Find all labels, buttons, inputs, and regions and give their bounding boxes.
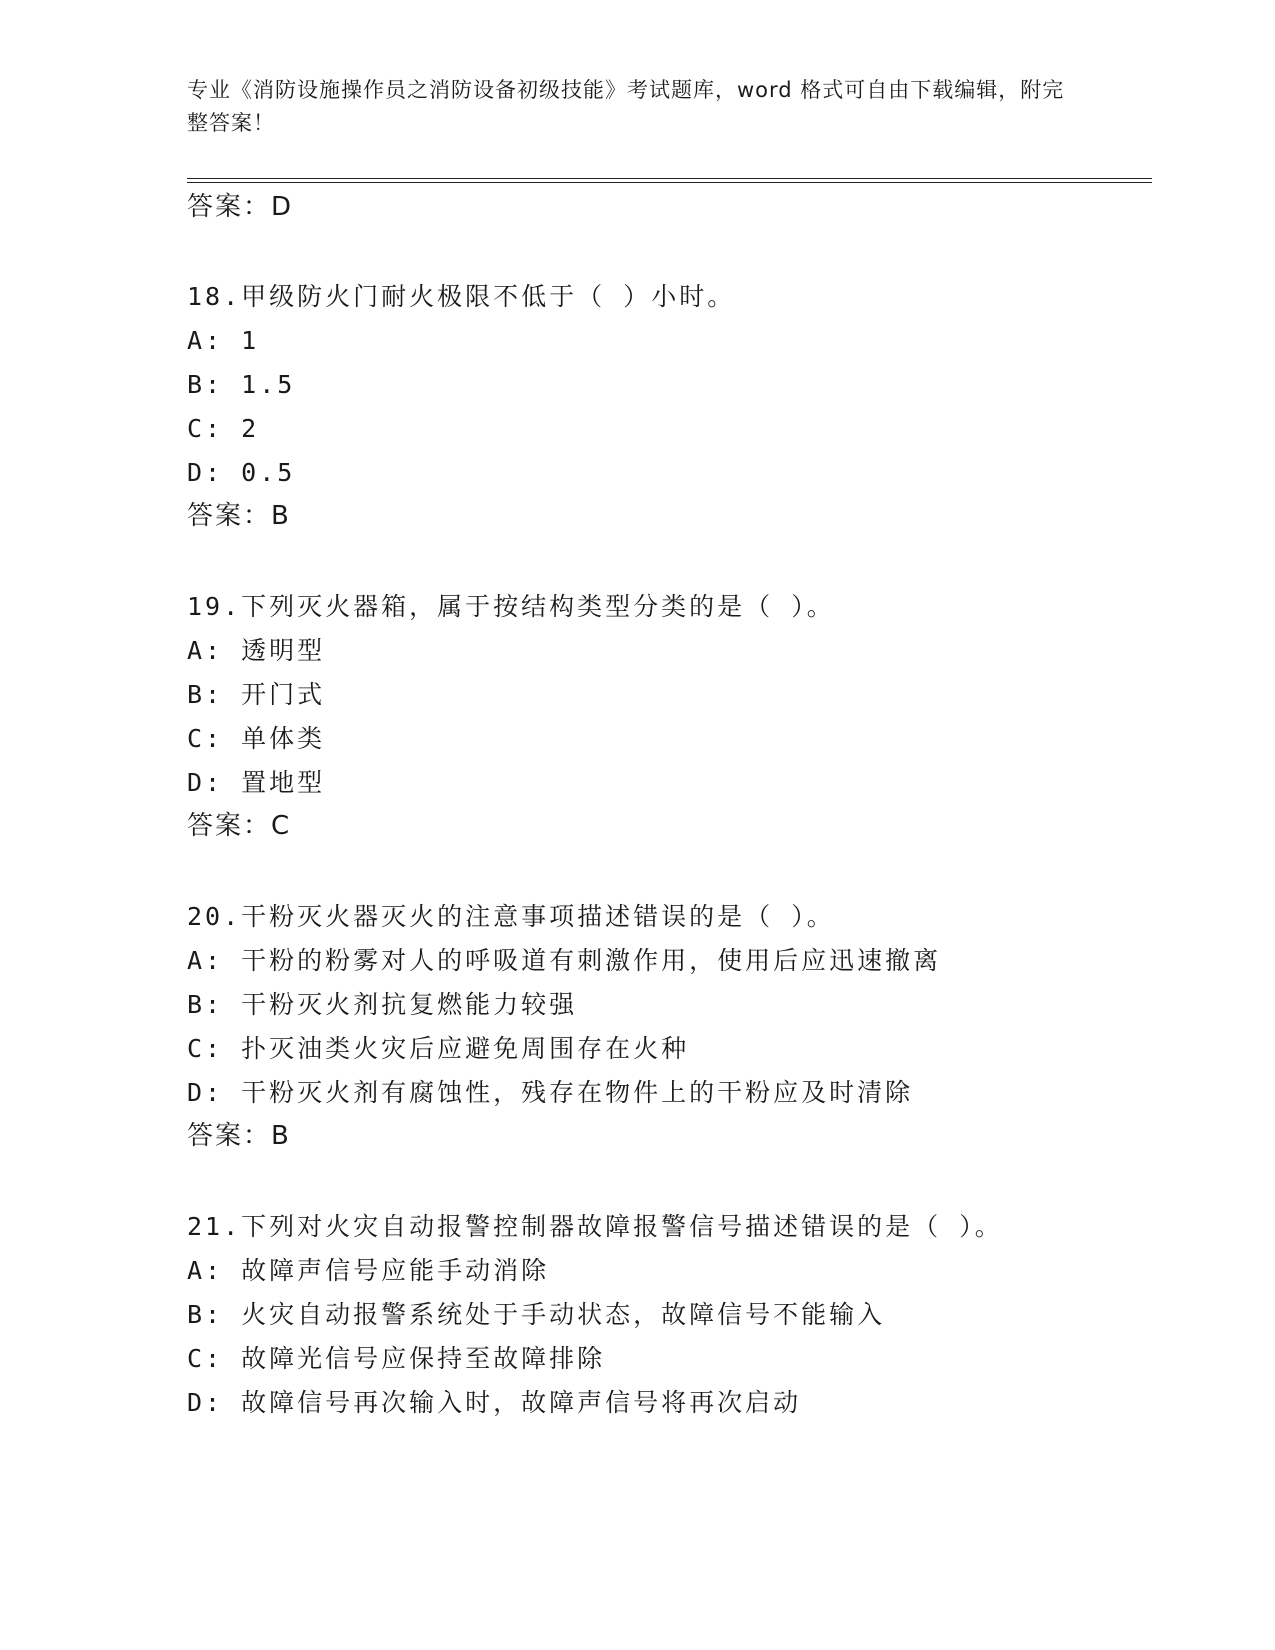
option-a: A: 1: [187, 326, 260, 355]
header-rule-top: [187, 178, 1152, 179]
option-d: D: 0.5: [187, 458, 296, 487]
option-a: A: 干粉的粉雾对人的呼吸道有刺激作用，使用后应迅速撤离: [187, 946, 942, 975]
question-stem-20: 20.干粉灭火器灭火的注意事项描述错误的是（ ）。: [187, 902, 835, 931]
header-rule-bottom: [187, 182, 1152, 183]
option-b: B: 干粉灭火剂抗复燃能力较强: [187, 990, 578, 1019]
answer-line: 答案：B: [187, 1121, 291, 1151]
answer-line: 答案：D: [187, 192, 294, 222]
option-c: C: 2: [187, 414, 260, 443]
option-c: C: 故障光信号应保持至故障排除: [187, 1344, 606, 1373]
question-stem-19: 19.下列灭火器箱，属于按结构类型分类的是（ ）。: [187, 592, 835, 621]
option-b: B: 1.5: [187, 370, 296, 399]
option-d: D: 干粉灭火剂有腐蚀性，残存在物件上的干粉应及时清除: [187, 1078, 914, 1107]
answer-line: 答案：B: [187, 501, 291, 531]
option-a: A: 透明型: [187, 636, 326, 665]
option-c: C: 单体类: [187, 724, 326, 753]
option-c: C: 扑灭油类火灾后应避免周围存在火种: [187, 1034, 690, 1063]
question-stem-18: 18.甲级防火门耐火极限不低于（ ）小时。: [187, 282, 736, 311]
answer-line: 答案：C: [187, 811, 292, 841]
option-b: B: 火灾自动报警系统处于手动状态，故障信号不能输入: [187, 1300, 886, 1329]
document-header: 专业《消防设施操作员之消防设备初级技能》考试题库，word 格式可自由下载编辑，附完整答案！: [187, 78, 1065, 135]
question-stem-21: 21.下列对火灾自动报警控制器故障报警信号描述错误的是（ ）。: [187, 1212, 1003, 1241]
option-a: A: 故障声信号应能手动消除: [187, 1256, 550, 1285]
option-d: D: 置地型: [187, 768, 326, 797]
option-d: D: 故障信号再次输入时，故障声信号将再次启动: [187, 1388, 802, 1417]
option-b: B: 开门式: [187, 680, 326, 709]
